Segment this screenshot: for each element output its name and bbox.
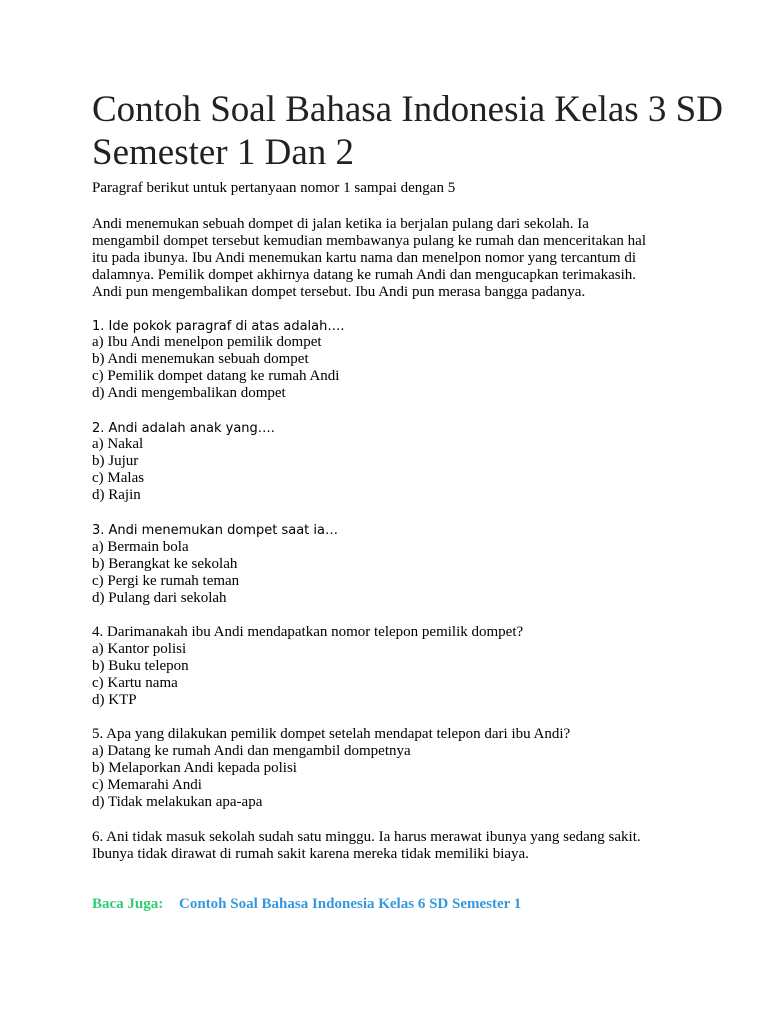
option: a) Bermain bola — [92, 539, 189, 555]
option: a) Ibu Andi menelpon pemilik dompet — [92, 334, 322, 350]
paragraph-line: mengambil dompet tersebut kemudian membawanya pulang ke rumah dan menceritakan hal — [92, 233, 646, 249]
option: b) Buku telepon — [92, 658, 189, 674]
option: c) Memarahi Andi — [92, 777, 202, 793]
option: d) Andi mengembalikan dompet — [92, 385, 286, 401]
option: d) KTP — [92, 692, 137, 708]
related-link-row — [92, 896, 521, 913]
option: b) Melaporkan Andi kepada polisi — [92, 760, 297, 776]
baca-juga-label: Baca Juga: — [92, 896, 164, 912]
question-5: 5. Apa yang dilakukan pemilik dompet setelah mendapat telepon dari ibu Andi? — [92, 726, 571, 742]
intro-text: Paragraf berikut untuk pertanyaan nomor 1 sampai dengan 5 — [92, 180, 456, 196]
page-title: Contoh Soal Bahasa Indonesia Kelas 3 SD Semester 1 Dan 2 — [92, 89, 723, 173]
option: c) Pergi ke rumah teman — [92, 573, 240, 589]
option: b) Andi menemukan sebuah dompet — [92, 351, 309, 367]
option: b) Jujur — [92, 453, 139, 469]
question-6: 6. Ani tidak masuk sekolah sudah satu minggu. Ia harus merawat ibunya yang sedang sakit. — [92, 829, 641, 845]
paragraph-line: dalamnya. Pemilik dompet akhirnya datang ke rumah Andi dan mengucapkan terimakasih. — [92, 267, 637, 283]
option: d) Pulang dari sekolah — [92, 590, 227, 606]
question-2: 2. Andi adalah anak yang…. — [92, 421, 275, 436]
paragraph-line: itu pada ibunya. Ibu Andi menemukan kartu nama dan menelpon nomor yang tercantum di — [92, 250, 637, 266]
question-3: 3. Andi menemukan dompet saat ia… — [92, 523, 338, 538]
option: a) Datang ke rumah Andi dan mengambil dompetnya — [92, 743, 411, 759]
option: a) Kantor polisi — [92, 641, 187, 657]
option: a) Nakal — [92, 436, 144, 452]
option: d) Rajin — [92, 487, 141, 503]
question-4: 4. Darimanakah ibu Andi mendapatkan nomor telepon pemilik dompet? — [92, 624, 524, 640]
option: c) Malas — [92, 470, 145, 486]
paragraph-line: Andi pun mengembalikan dompet tersebut. Ibu Andi pun merasa bangga padanya. — [92, 284, 586, 300]
option: b) Berangkat ke sekolah — [92, 556, 238, 572]
paragraph-line: Andi menemukan sebuah dompet di jalan ketika ia berjalan pulang dari sekolah. Ia — [92, 216, 589, 232]
related-article-link[interactable]: Contoh Soal Bahasa Indonesia Kelas 6 SD Semester 1 — [179, 896, 522, 912]
option: c) Kartu nama — [92, 675, 178, 691]
question-1: 1. Ide pokok paragraf di atas adalah…. — [92, 319, 345, 334]
option: c) Pemilik dompet datang ke rumah Andi — [92, 368, 340, 384]
option: d) Tidak melakukan apa-apa — [92, 794, 263, 810]
question-6-cont: Ibunya tidak dirawat di rumah sakit karena mereka tidak memiliki biaya. — [92, 846, 529, 862]
